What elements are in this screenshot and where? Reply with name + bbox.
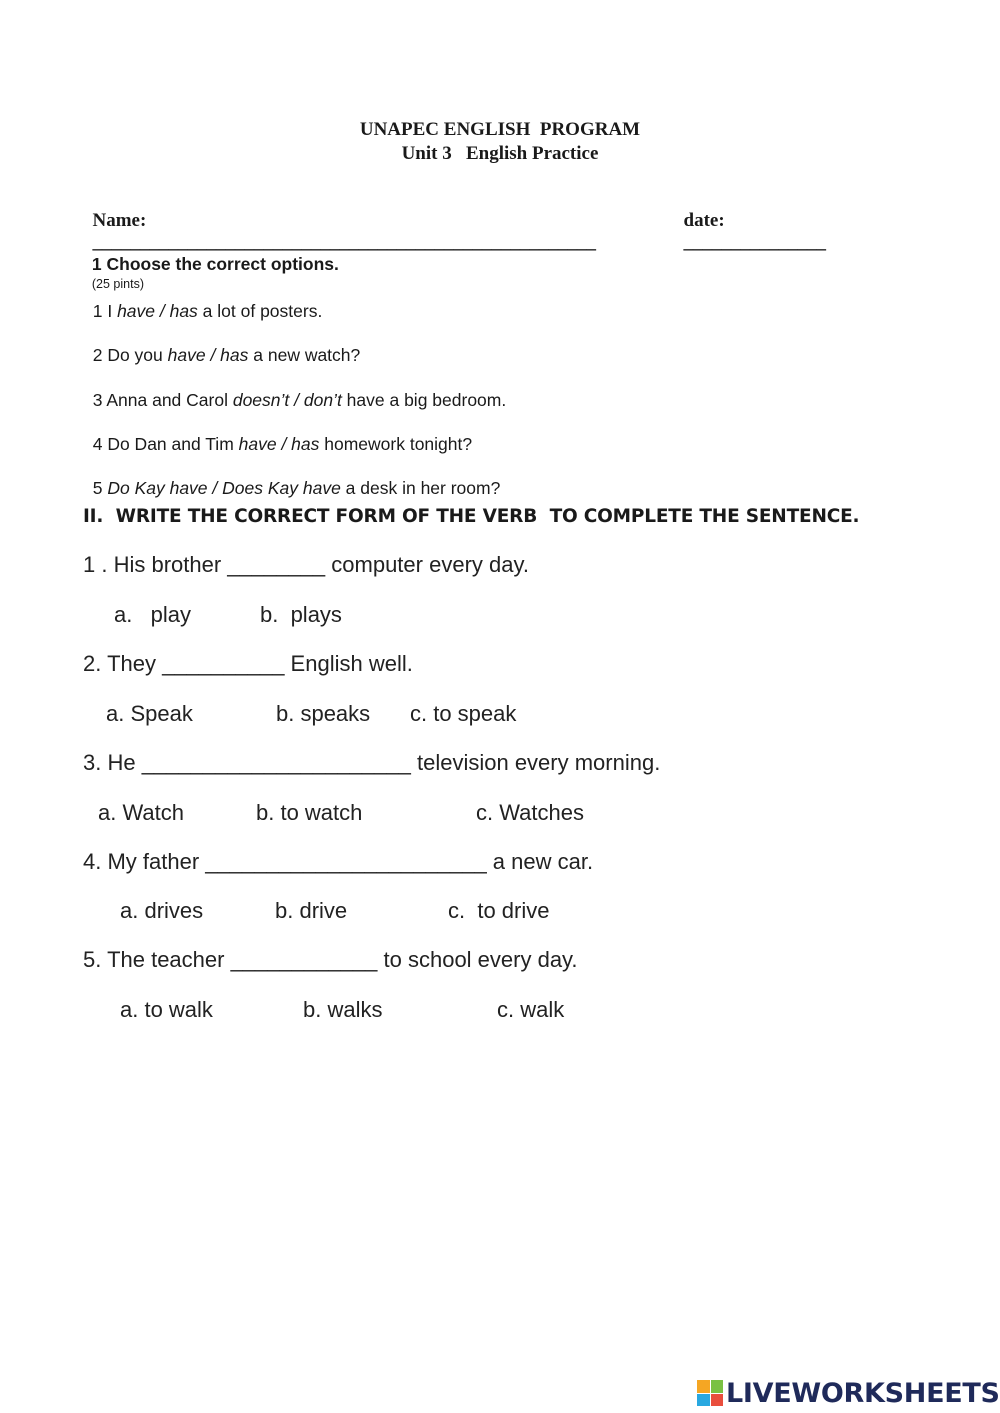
answer-option[interactable]: b. drive xyxy=(275,898,348,923)
answer-option[interactable]: b. plays xyxy=(260,602,342,627)
choice-option[interactable]: have / has xyxy=(167,345,249,365)
section1-points: (25 pints) xyxy=(91,277,144,291)
section2-heading: II. WRITE THE CORRECT FORM OF THE VERB TO COMPLETE THE SENTENCE. xyxy=(83,506,860,527)
page-subtitle: Unit 3 English Practice xyxy=(401,143,599,164)
list-item: 4 Do Dan and Tim have / has homework tonight? xyxy=(92,434,473,454)
question-text: 5. The teacher ____________ to school every day. xyxy=(83,947,578,972)
section1-title: 1 Choose the correct options. xyxy=(91,254,339,274)
name-field[interactable]: _____________________________________________________ xyxy=(92,232,596,253)
answer-option[interactable]: b. walks xyxy=(303,997,383,1022)
answer-option[interactable]: a. drives xyxy=(120,898,204,923)
date-line xyxy=(674,188,826,254)
list-item: 5 Do Kay have / Does Kay have a desk in her room? xyxy=(92,478,501,498)
page-title: UNAPEC ENGLISH PROGRAM xyxy=(359,119,641,140)
list-item: 1 I have / has a lot of posters. xyxy=(92,301,323,321)
choice-option[interactable]: have / has xyxy=(117,301,198,321)
list-item: 3 Anna and Carol doesn’t / don’t have a big bedroom. xyxy=(92,390,507,410)
question-text: 1 . His brother ________ computer every day. xyxy=(83,552,529,577)
answer-option[interactable]: a. Speak xyxy=(106,701,193,726)
name-label: Name: xyxy=(92,210,147,231)
question-text: 3. He ______________________ television every morning. xyxy=(83,750,661,775)
choice-option[interactable]: have / has xyxy=(238,434,320,454)
answer-option[interactable]: c. Watches xyxy=(476,800,584,825)
choice-option[interactable]: Do Kay have / Does Kay have xyxy=(107,478,341,498)
date-field[interactable]: _______________ xyxy=(683,232,826,253)
date-label: date: xyxy=(683,210,725,231)
answer-option[interactable]: a. play xyxy=(114,602,192,627)
answer-option[interactable]: a. to walk xyxy=(120,997,213,1022)
list-item: 2 Do you have / has a new watch? xyxy=(92,345,361,365)
question-text: 4. My father _______________________ a new car. xyxy=(83,849,594,874)
answer-option[interactable]: c. walk xyxy=(497,997,565,1022)
logo-mark-icon xyxy=(697,1380,723,1406)
logo-text: LIVEWORKSHEETS xyxy=(726,1377,1000,1409)
answer-option[interactable]: c. to drive xyxy=(448,898,550,923)
answer-option[interactable]: a. Watch xyxy=(98,800,184,825)
answer-option[interactable]: b. to watch xyxy=(256,800,363,825)
question-text: 2. They __________ English well. xyxy=(83,651,413,676)
liveworksheets-logo[interactable] xyxy=(697,1378,1000,1408)
choice-option[interactable]: doesn’t / don’t xyxy=(232,390,342,410)
answer-option[interactable]: c. to speak xyxy=(410,701,517,726)
answer-option[interactable]: b. speaks xyxy=(276,701,371,726)
